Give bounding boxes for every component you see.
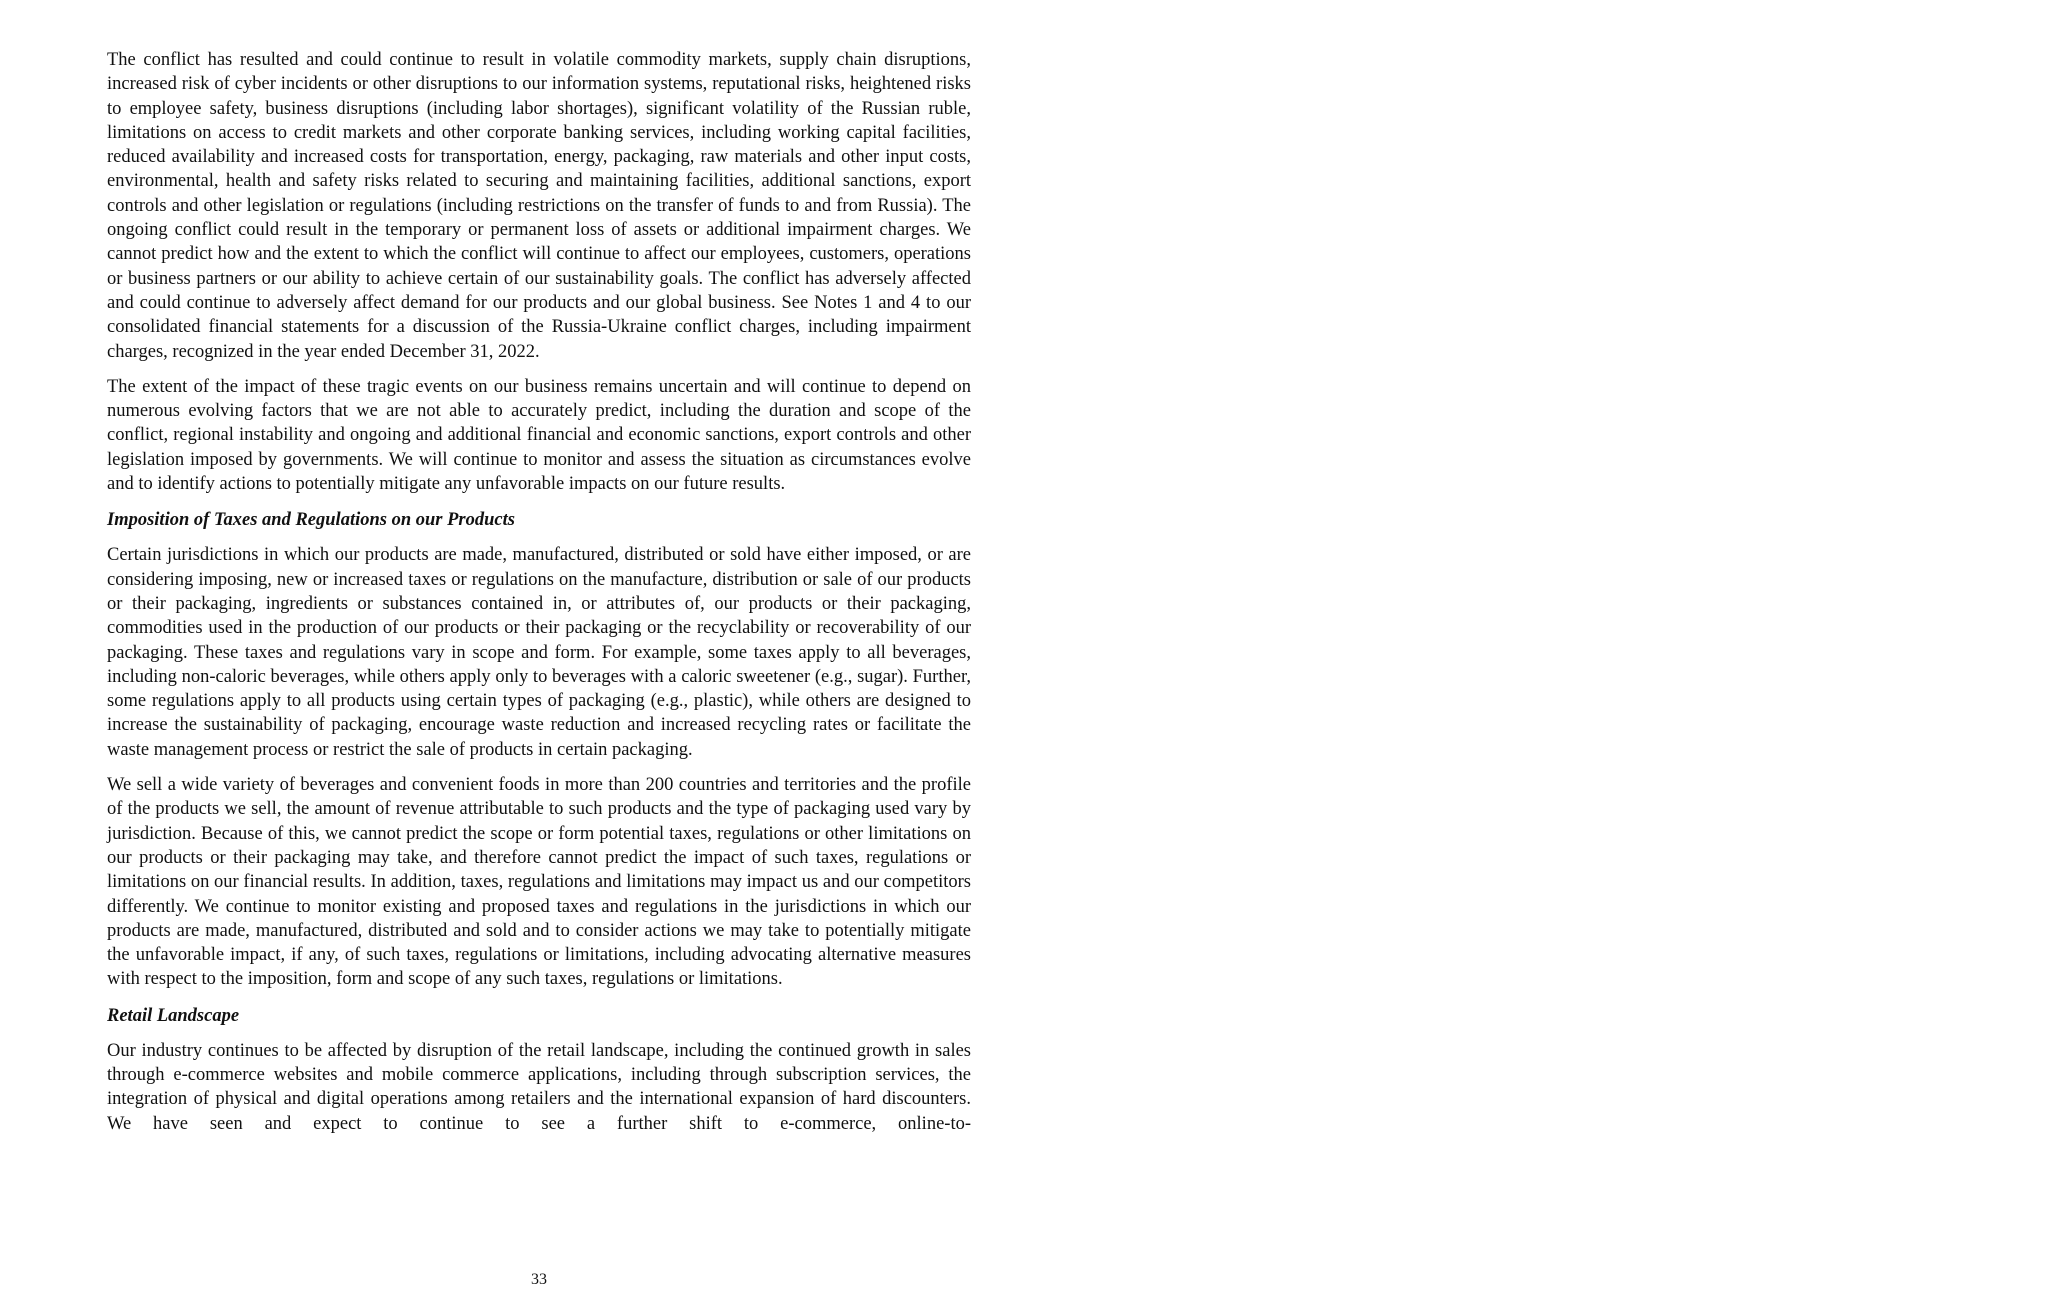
- page-number: 33: [531, 1271, 547, 1288]
- section-heading-taxes: Imposition of Taxes and Regulations on our Products: [107, 510, 515, 531]
- paragraph-retail-landscape: Our industry continues to be affected by disruption of the retail landscape, including the continued growth in sales through e-commerce websites and mobile commerce applications, including through subscription services, the integration of physical and digital operations among retailers and the international expansion of hard discounters. We have seen and expect to continue to see a further shift to e-commerce, online-to-: [107, 1040, 971, 1134]
- paragraph-conflict-effects: The conflict has resulted and could continue to result in volatile commodity markets, supply chain disruptions, increased risk of cyber incidents or other disruptions to our information systems, reputational risks, heightened risks to employee safety, business disruptions (including labor shortages), significant volatility of the Russian ruble, limitations on access to credit markets and other corporate banking services, including working capital facilities, reduced availability and increased costs for transportation, energy, packaging, raw materials and other input costs, environmental, health and safety risks related to securing and maintaining facilities, additional sanctions, export controls and other legislation or regulations (including restrictions on the transfer of funds to and from Russia). The ongoing conflict could result in the temporary or permanent loss of assets or additional impairment charges. We cannot predict how and the extent to which the conflict will continue to affect our employees, customers, operations or business partners or our ability to achieve certain of our sustainability goals. The conflict has adversely affected and could continue to adversely affect demand for our products and our global business. See Notes 1 and 4 to our consolidated financial statements for a discussion of the Russia-Ukraine conflict charges, including impairment charges, recognized in the year ended December 31, 2022.: [107, 50, 971, 362]
- section-heading-retail: Retail Landscape: [107, 1005, 240, 1026]
- paragraph-taxes-jurisdictions: Certain jurisdictions in which our products are made, manufactured, distributed or sold have either imposed, or are considering imposing, new or increased taxes or regulations on the manufacture, distribution or sale of our products or their packaging, ingredients or substances contained in, or attributes of, our products or their packaging, commodities used in the production of our products or their packaging or the recyclability or recoverability of our packaging. These taxes and regulations vary in scope and form. For example, some taxes apply to all beverages, including non-caloric beverages, while others apply only to beverages with a caloric sweetener (e.g., sugar). Further, some regulations apply to all products using certain types of packaging (e.g., plastic), while others are designed to increase the sustainability of packaging, encourage waste reduction and increased recycling rates or facilitate the waste management process or restrict the sale of products in certain packaging.: [107, 545, 971, 760]
- paragraph-conflict-impact: The extent of the impact of these tragic events on our business remains uncertain and will continue to depend on numerous evolving factors that we are not able to accurately predict, including the duration and scope of the conflict, regional instability and ongoing and additional financial and economic sanctions, export controls and other legislation imposed by governments. We will continue to monitor and assess the situation as circumstances evolve and to identify actions to potentially mitigate any unfavorable impacts on our future results.: [107, 376, 971, 495]
- paragraph-taxes-monitoring: We sell a wide variety of beverages and convenient foods in more than 200 countries and territories and the profile of the products we sell, the amount of revenue attributable to such products and the type of packaging used vary by jurisdiction. Because of this, we cannot predict the scope or form potential taxes, regulations or other limitations on our products or their packaging may take, and therefore cannot predict the impact of such taxes, regulations or limitations on our financial results. In addition, taxes, regulations and limitations may impact us and our competitors differently. We continue to monitor existing and proposed taxes and regulations in the jurisdictions in which our products are made, manufactured, distributed and sold and to consider actions we may take to potentially mitigate the unfavorable impact, if any, of such taxes, regulations or limitations, including advocating alternative measures with respect to the imposition, form and scope of any such taxes, regulations or limitations.: [107, 775, 971, 990]
- document-body: [107, 48, 971, 1147]
